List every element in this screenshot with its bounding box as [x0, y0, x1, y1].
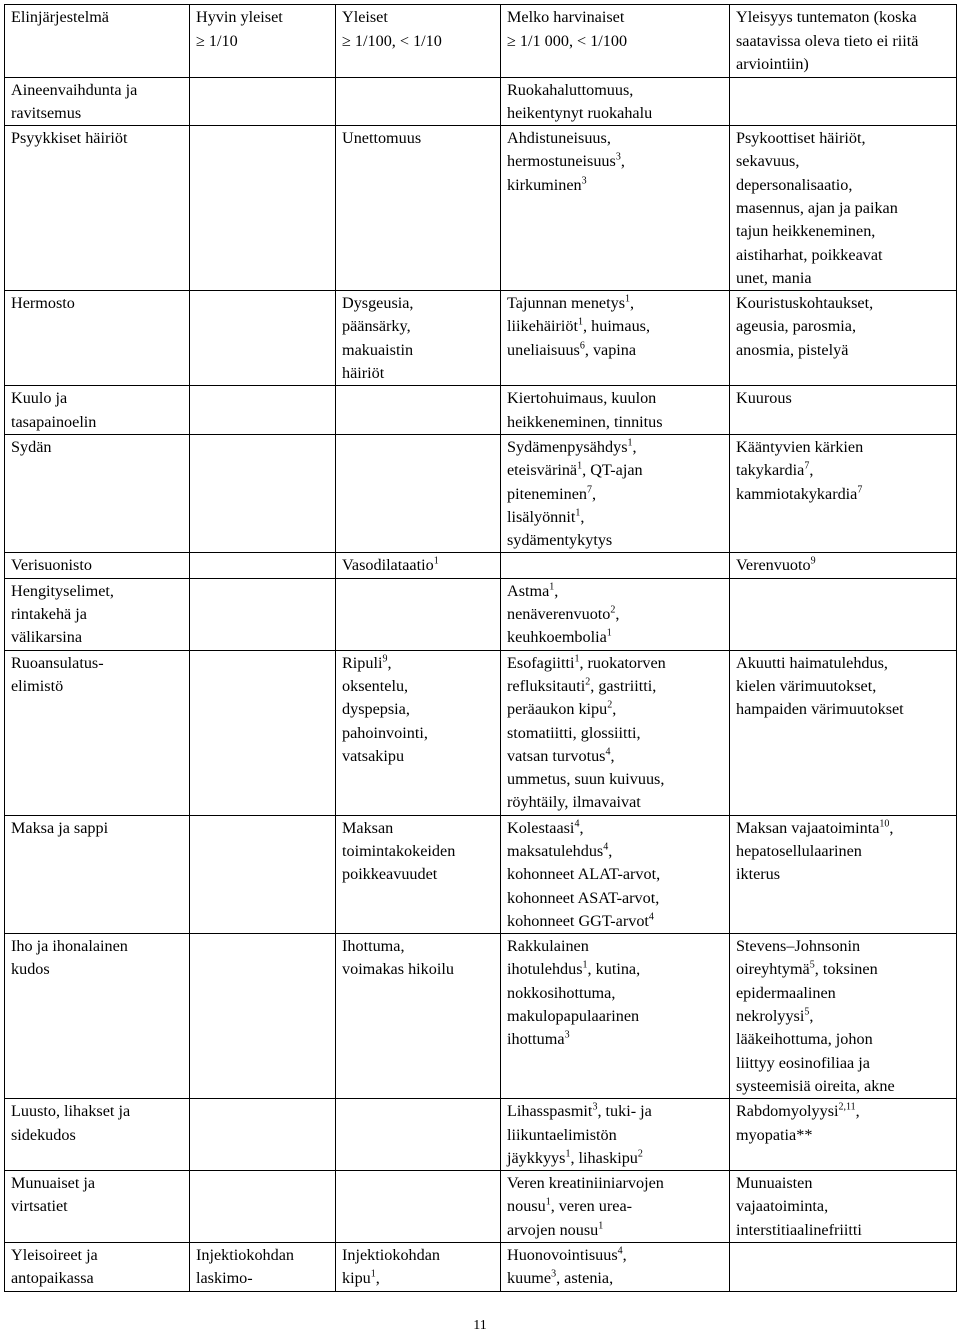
cell-text: Lihasspasmit — [507, 1102, 593, 1121]
footnote-ref: 3 — [551, 1268, 557, 1280]
uncommon-cell — [501, 934, 730, 1099]
adverse-reactions-table — [4, 4, 957, 1292]
cell-text: , QT-ajan piteneminen — [507, 461, 643, 503]
cell-text: , toksinen epidermaalinen nekrolyysi — [736, 960, 878, 1026]
very-common-cell — [190, 126, 336, 291]
cell-text: , tuki- ja liikuntaelimistön jäykkyys — [507, 1102, 652, 1167]
cell-text: Injektiokohdan laskimo- — [196, 1246, 295, 1288]
frequency-unknown-cell — [730, 1099, 957, 1171]
footnote-ref: 2,11 — [838, 1101, 856, 1113]
header-very-common: Hyvin yleiset ≥ 1/10 — [190, 5, 336, 78]
cell-text: , huimaus, uneliaisuus — [507, 317, 651, 359]
footnote-ref: 2 — [610, 604, 616, 616]
frequency-unknown-cell — [730, 434, 957, 552]
cell-text: Veren kreatiniiniarvojen nousu — [507, 1174, 664, 1216]
table-row — [5, 553, 957, 578]
footnote-ref: 7 — [857, 484, 863, 496]
footnote-ref: 3 — [581, 175, 587, 187]
footnote-ref: 4 — [574, 818, 580, 830]
cell-text: Ahdistuneisuus, hermostuneisuus — [507, 129, 616, 171]
footnote-ref: 1 — [598, 1220, 604, 1232]
cell-text: Vasodilataatio — [342, 556, 434, 575]
cell-text: , gastriitti, peräaukon kipu — [507, 676, 657, 719]
cell-text: , nenäverenvuoto — [507, 581, 611, 624]
cell-text: Kääntyvien kärkien takykardia — [736, 437, 864, 480]
cell-text: Psyykkiset häiriöt — [11, 129, 128, 148]
footnote-ref: 6 — [579, 340, 585, 352]
footnote-ref: 1 — [578, 317, 584, 329]
cell-text: Munuaisten vajaatoiminta, interstitiaalinefriitti — [736, 1174, 862, 1239]
frequency-unknown-cell — [730, 77, 957, 126]
footnote-ref: 7 — [804, 460, 810, 472]
cell-text: , lääkeihottuma, johon liittyy eosinofiliaa ja systeemisiä oireita, akne — [736, 1007, 895, 1095]
frequency-unknown-cell — [730, 553, 957, 578]
cell-text: Rabdomyolyysi — [736, 1102, 839, 1121]
uncommon-cell — [501, 1243, 730, 1292]
table-row — [5, 1243, 957, 1292]
table-row — [5, 77, 957, 126]
cell-text: , vapina — [584, 340, 637, 359]
cell-text: , kohonneet ALAT-arvot, kohonneet ASAT-arvot, kohonneet GGT-arvot — [507, 842, 661, 930]
frequency-unknown-cell — [730, 126, 957, 291]
table-row — [5, 650, 957, 815]
footnote-ref: 10 — [879, 818, 890, 830]
footnote-ref: 5 — [804, 1006, 810, 1018]
footnote-ref: 3 — [564, 1029, 570, 1041]
table-row — [5, 934, 957, 1099]
organ-system-cell — [5, 77, 190, 126]
common-cell — [336, 934, 501, 1099]
cell-text: , oksentelu, dyspepsia, pahoinvointi, vatsakipu — [342, 653, 428, 765]
footnote-ref: 4 — [648, 911, 654, 923]
page-number: 11 — [473, 1318, 487, 1333]
very-common-cell — [190, 291, 336, 386]
very-common-cell — [190, 1243, 336, 1292]
organ-system-cell — [5, 434, 190, 552]
organ-system-cell — [5, 386, 190, 435]
uncommon-cell — [501, 815, 730, 933]
organ-system-cell — [5, 650, 190, 815]
organ-system-cell — [5, 1099, 190, 1171]
cell-text: Hengityselimet, rintakehä ja välikarsina — [11, 581, 114, 647]
organ-system-cell — [5, 815, 190, 933]
uncommon-cell — [501, 578, 730, 650]
cell-text: Tajunnan menetys — [507, 294, 625, 313]
table-row — [5, 291, 957, 386]
cell-text: , astenia, — [556, 1269, 614, 1288]
cell-text: Astma — [507, 581, 550, 600]
cell-text: Yleisoireet ja antopaikassa — [11, 1246, 98, 1288]
cell-text: Iho ja ihonalainen kudos — [11, 937, 128, 979]
cell-text: Stevens–Johnsonin oireyhtymä — [736, 937, 861, 979]
very-common-cell — [190, 650, 336, 815]
footnote-ref: 9 — [382, 653, 388, 665]
cell-text: Kuulo ja tasapainoelin — [11, 389, 97, 431]
frequency-unknown-cell — [730, 1243, 957, 1292]
cell-text: Sydän — [11, 437, 52, 456]
cell-text: , lihaskipu — [570, 1148, 638, 1167]
frequency-unknown-cell — [730, 1171, 957, 1243]
uncommon-cell — [501, 1099, 730, 1171]
common-cell — [336, 1243, 501, 1292]
common-cell — [336, 126, 501, 291]
common-cell — [336, 1171, 501, 1243]
footnote-ref: 1 — [606, 627, 612, 639]
cell-text: Luusto, lihakset ja sidekudos — [11, 1102, 131, 1144]
cell-text: Verenvuoto — [736, 556, 811, 575]
cell-text: Kolestaasi — [507, 818, 575, 837]
footnote-ref: 1 — [575, 507, 581, 519]
organ-system-cell — [5, 1243, 190, 1292]
common-cell — [336, 815, 501, 933]
very-common-cell — [190, 386, 336, 435]
footnote-ref: 2 — [637, 1148, 643, 1160]
cell-text: , ummetus, suun kuivuus, röyhtäily, ilmavaivat — [507, 746, 665, 812]
cell-text: Aineenvaihdunta ja ravitsemus — [11, 80, 138, 122]
uncommon-cell — [501, 386, 730, 435]
uncommon-cell — [501, 434, 730, 552]
cell-text: Psykoottiset häiriöt, sekavuus, depersonalisaatio, masennus, ajan ja paikan tajun heikkeneminen, aistiharhat, poikkeavat unet, mania — [736, 129, 898, 287]
cell-text: , myopatia** — [736, 1102, 860, 1144]
frequency-unknown-cell — [730, 815, 957, 933]
cell-text: Maksan toimintakokeiden poikkeavuudet — [342, 818, 456, 884]
uncommon-cell — [501, 553, 730, 578]
cell-text: Ihottuma, voimakas hikoilu — [342, 937, 454, 979]
cell-text: Ripuli — [342, 653, 383, 672]
cell-text: Huonovointisuus — [507, 1246, 618, 1265]
uncommon-cell — [501, 1171, 730, 1243]
frequency-unknown-cell — [730, 578, 957, 650]
common-cell — [336, 386, 501, 435]
footnote-ref: 3 — [615, 152, 621, 163]
uncommon-cell — [501, 77, 730, 126]
organ-system-cell — [5, 291, 190, 386]
footnote-ref: 4 — [617, 1245, 623, 1257]
table-row — [5, 1171, 957, 1243]
footnote-ref: 7 — [587, 484, 593, 496]
organ-system-cell — [5, 126, 190, 291]
common-cell — [336, 650, 501, 815]
cell-text: Maksan vajaatoiminta — [736, 818, 880, 837]
footnote-ref: 4 — [603, 841, 609, 853]
common-cell — [336, 578, 501, 650]
common-cell — [336, 77, 501, 126]
cell-text: Verisuonisto — [11, 556, 92, 575]
very-common-cell — [190, 77, 336, 126]
header-common: Yleiset ≥ 1/100, < 1/10 — [336, 5, 501, 78]
cell-text: Ruoansulatus- elimistö — [11, 653, 104, 695]
cell-text: Sydämenpysähdys — [507, 437, 628, 456]
cell-text: Esofagiitti — [507, 653, 575, 672]
footnote-ref: 1 — [582, 960, 588, 972]
cell-text: , liikehäiriöt — [507, 294, 635, 336]
footnote-ref: 2 — [585, 676, 591, 688]
cell-text: , lisälyönnit — [507, 484, 597, 526]
table-row — [5, 1099, 957, 1171]
common-cell — [336, 553, 501, 578]
cell-text: Ruokahaluttomuus, heikentynyt ruokahalu — [507, 80, 653, 122]
cell-text: , hepatosellulaarinen ikterus — [736, 818, 894, 884]
frequency-unknown-cell — [730, 386, 957, 435]
table-row — [5, 578, 957, 650]
footnote-ref: 1 — [625, 293, 630, 305]
common-cell — [336, 291, 501, 386]
cell-text: Maksa ja sappi — [11, 818, 109, 837]
footnote-ref: 1 — [433, 556, 439, 568]
cell-text: , kuume — [507, 1246, 627, 1288]
cell-text: , kammiotakykardia — [736, 461, 858, 503]
very-common-cell — [190, 815, 336, 933]
footnote-ref: 1 — [549, 581, 555, 593]
cell-text: , ruokatorven refluksitauti — [507, 653, 666, 695]
footnote-ref: 2 — [607, 699, 613, 711]
very-common-cell — [190, 578, 336, 650]
footnote-ref: 1 — [545, 1197, 551, 1209]
footnote-ref: 5 — [809, 960, 815, 972]
very-common-cell — [190, 553, 336, 578]
organ-system-cell — [5, 934, 190, 1099]
cell-text: Dysgeusia, päänsärky, makuaistin häiriöt — [342, 294, 414, 383]
cell-text: Unettomuus — [342, 129, 422, 148]
cell-text: , kutina, nokkosihottuma, makulopapulaarinen ihottuma — [507, 960, 641, 1049]
table-row — [5, 815, 957, 933]
cell-text: Injektiokohdan kipu — [342, 1246, 441, 1288]
cell-text: Akuutti haimatulehdus, kielen värimuutokset, hampaiden värimuutokset — [736, 653, 904, 719]
footnote-ref: 1 — [370, 1268, 376, 1280]
organ-system-cell — [5, 1171, 190, 1243]
organ-system-cell — [5, 578, 190, 650]
table-row — [5, 126, 957, 291]
footnote-ref: 1 — [574, 653, 580, 665]
very-common-cell — [190, 434, 336, 552]
footnote-ref: 9 — [810, 556, 816, 568]
cell-text: , maksatulehdus — [507, 818, 604, 860]
common-cell — [336, 1099, 501, 1171]
common-cell — [336, 434, 501, 552]
footnote-ref: 3 — [592, 1101, 598, 1113]
header-uncommon: Melko harvinaiset ≥ 1/1 000, < 1/100 — [501, 5, 730, 78]
table-row — [5, 434, 957, 552]
organ-system-cell — [5, 553, 190, 578]
header-row — [5, 5, 957, 78]
cell-text: Hermosto — [11, 294, 75, 313]
frequency-unknown-cell — [730, 650, 957, 815]
very-common-cell — [190, 1099, 336, 1171]
uncommon-cell — [501, 650, 730, 815]
table-row — [5, 386, 957, 435]
footnote-ref: 1 — [565, 1148, 571, 1160]
uncommon-cell — [501, 126, 730, 291]
footnote-ref: 4 — [605, 746, 611, 758]
cell-text: , stomatiitti, glossiitti, vatsan turvotus — [507, 700, 641, 765]
very-common-cell — [190, 1171, 336, 1243]
cell-text: Munuaiset ja virtsatiet — [11, 1174, 96, 1216]
very-common-cell — [190, 934, 336, 1099]
footnote-ref: 1 — [627, 437, 633, 449]
cell-text: , — [375, 1269, 380, 1288]
uncommon-cell — [501, 291, 730, 386]
header-frequency-unknown: Yleisyys tuntematon (koska saatavissa oleva tieto ei riitä arviointiin) — [730, 5, 957, 78]
cell-text: , eteisvärinä — [507, 437, 637, 480]
cell-text: , keuhkoembolia — [507, 605, 620, 647]
frequency-unknown-cell — [730, 291, 957, 386]
frequency-unknown-cell — [730, 934, 957, 1099]
cell-text: Kuurous — [736, 389, 792, 408]
cell-text: , sydämentykytys — [507, 507, 613, 550]
header-organ-system: Elinjärjestelmä — [5, 5, 190, 78]
cell-text: , kirkuminen — [507, 152, 625, 194]
cell-text: , veren urea- arvojen nousu — [507, 1197, 633, 1239]
footnote-ref: 1 — [577, 460, 583, 472]
cell-text: Rakkulainen ihotulehdus — [507, 937, 589, 979]
cell-text: Kouristuskohtaukset, ageusia, parosmia, anosmia, pistelyä — [736, 294, 874, 359]
cell-text: Kiertohuimaus, kuulon heikkeneminen, tinnitus — [507, 389, 663, 431]
